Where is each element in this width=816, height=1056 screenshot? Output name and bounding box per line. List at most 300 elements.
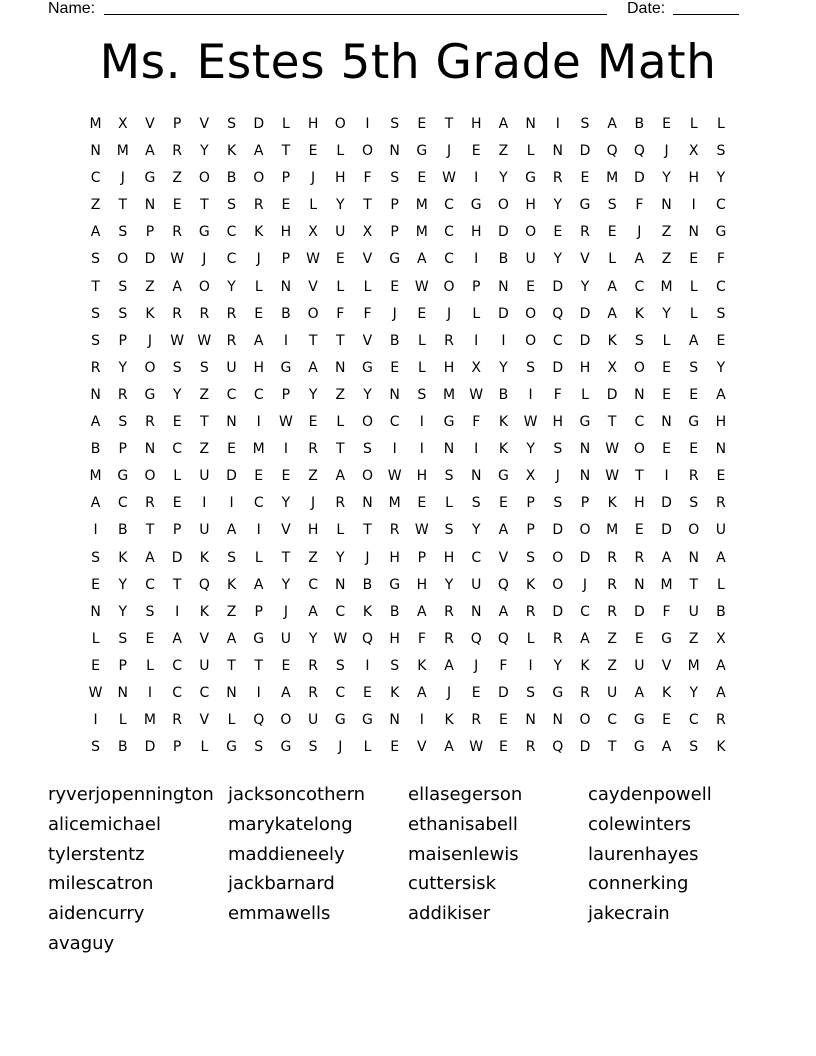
grid-letter[interactable]: D xyxy=(144,739,156,756)
grid-letter[interactable]: L xyxy=(336,278,345,295)
grid-letter[interactable]: Y xyxy=(200,143,209,160)
grid-letter[interactable]: T xyxy=(118,197,128,214)
grid-letter[interactable]: L xyxy=(689,116,698,132)
grid-letter[interactable]: J xyxy=(202,251,207,268)
grid-letter[interactable]: M xyxy=(606,170,619,187)
grid-letter[interactable]: Z xyxy=(90,197,101,214)
grid-letter[interactable]: R xyxy=(607,576,618,593)
grid-letter[interactable]: V xyxy=(580,251,590,268)
grid-letter[interactable]: E xyxy=(172,197,182,214)
grid-letter[interactable]: C xyxy=(444,224,454,241)
grid-letter[interactable]: S xyxy=(526,549,536,566)
grid-letter[interactable]: R xyxy=(580,224,590,241)
grid-letter[interactable]: C xyxy=(688,712,699,729)
grid-letter[interactable]: I xyxy=(392,441,397,458)
grid-letter[interactable]: G xyxy=(633,712,645,729)
grid-letter[interactable]: N xyxy=(226,414,237,431)
grid-letter[interactable]: R xyxy=(607,549,618,566)
grid-letter[interactable]: E xyxy=(634,630,644,647)
grid-letter[interactable]: D xyxy=(606,386,618,403)
grid-letter[interactable]: I xyxy=(664,468,669,485)
grid-letter[interactable]: S xyxy=(199,359,209,376)
grid-letter[interactable]: G xyxy=(715,224,727,241)
grid-letter[interactable]: D xyxy=(498,305,509,322)
grid-letter[interactable]: Y xyxy=(716,359,726,376)
grid-letter[interactable]: E xyxy=(91,576,101,593)
grid-letter[interactable]: Y xyxy=(308,630,318,647)
grid-letter[interactable]: O xyxy=(307,305,319,322)
grid-letter[interactable]: G xyxy=(443,414,455,431)
grid-letter[interactable]: N xyxy=(498,278,509,295)
grid-letter[interactable]: E xyxy=(526,278,536,295)
grid-letter[interactable]: A xyxy=(607,305,617,322)
grid-letter[interactable]: W xyxy=(442,170,456,187)
grid-letter[interactable]: J xyxy=(256,251,261,268)
grid-letter[interactable]: P xyxy=(281,170,291,187)
grid-letter[interactable]: L xyxy=(445,495,453,512)
grid-letter[interactable]: P xyxy=(172,739,182,756)
grid-letter[interactable]: C xyxy=(172,441,183,458)
grid-letter[interactable]: O xyxy=(633,441,645,458)
grid-letter[interactable]: Z xyxy=(607,657,617,674)
grid-letter[interactable]: I xyxy=(528,386,533,403)
grid-letter[interactable]: C xyxy=(471,549,482,566)
grid-letter[interactable]: M xyxy=(252,441,265,458)
grid-letter[interactable]: K xyxy=(226,143,237,160)
grid-letter[interactable]: R xyxy=(308,441,318,458)
grid-letter[interactable]: O xyxy=(361,468,373,485)
grid-letter[interactable]: S xyxy=(471,495,481,512)
grid-letter[interactable]: R xyxy=(145,495,155,512)
grid-letter[interactable]: K xyxy=(498,414,508,431)
grid-letter[interactable]: A xyxy=(661,549,672,566)
grid-letter[interactable]: K xyxy=(254,224,264,241)
grid-letter[interactable]: W xyxy=(306,251,321,268)
grid-letter[interactable]: K xyxy=(362,603,373,620)
grid-letter[interactable]: R xyxy=(199,305,210,322)
grid-letter[interactable]: S xyxy=(390,116,400,132)
grid-letter[interactable]: W xyxy=(414,278,429,295)
grid-letter[interactable]: N xyxy=(280,278,292,295)
grid-letter[interactable]: D xyxy=(579,305,591,322)
grid-letter[interactable]: B xyxy=(389,332,400,349)
grid-letter[interactable]: Y xyxy=(526,441,535,458)
grid-letter[interactable]: R xyxy=(172,224,183,241)
grid-letter[interactable]: Y xyxy=(227,278,236,295)
grid-letter[interactable]: I xyxy=(365,116,370,132)
grid-letter[interactable]: I xyxy=(256,522,261,539)
grid-letter[interactable]: U xyxy=(634,657,645,674)
grid-letter[interactable]: Y xyxy=(118,603,128,620)
grid-letter[interactable]: E xyxy=(390,278,400,295)
grid-letter[interactable]: L xyxy=(254,278,263,295)
grid-letter[interactable]: J xyxy=(637,224,642,241)
grid-letter[interactable]: V xyxy=(308,278,318,295)
grid-letter[interactable]: E xyxy=(662,359,671,376)
grid-letter[interactable]: Y xyxy=(662,305,671,322)
grid-letter[interactable]: L xyxy=(282,116,290,132)
grid-letter[interactable]: E xyxy=(254,305,264,322)
grid-letter[interactable]: P xyxy=(145,224,155,241)
grid-letter[interactable]: N xyxy=(661,414,672,431)
grid-letter[interactable]: N xyxy=(715,441,727,458)
grid-letter[interactable]: E xyxy=(662,386,671,403)
grid-letter[interactable]: R xyxy=(716,495,726,512)
grid-letter[interactable]: R xyxy=(389,522,400,539)
grid-letter[interactable]: V xyxy=(199,116,210,132)
grid-letter[interactable]: T xyxy=(607,739,617,756)
grid-letter[interactable]: S xyxy=(172,359,182,376)
grid-letter[interactable]: A xyxy=(335,468,346,485)
grid-letter[interactable]: Z xyxy=(308,468,318,485)
grid-letter[interactable]: Y xyxy=(308,386,318,403)
grid-letter[interactable]: W xyxy=(278,414,293,431)
grid-letter[interactable]: D xyxy=(661,522,672,539)
grid-letter[interactable]: N xyxy=(688,549,699,566)
grid-letter[interactable]: O xyxy=(117,251,129,268)
grid-letter[interactable]: B xyxy=(362,576,373,593)
grid-letter[interactable]: L xyxy=(227,712,236,729)
grid-letter[interactable]: H xyxy=(470,116,482,132)
grid-letter[interactable]: L xyxy=(91,630,100,647)
grid-letter[interactable]: F xyxy=(499,657,508,674)
grid-letter[interactable]: X xyxy=(471,359,482,376)
grid-letter[interactable]: E xyxy=(689,251,699,268)
grid-letter[interactable]: R xyxy=(172,143,183,160)
grid-letter[interactable]: V xyxy=(417,739,427,756)
grid-letter[interactable]: S xyxy=(553,441,563,458)
grid-letter[interactable]: U xyxy=(688,603,699,620)
grid-letter[interactable]: G xyxy=(253,630,265,647)
grid-letter[interactable]: E xyxy=(662,116,671,132)
grid-letter[interactable]: Y xyxy=(281,576,291,593)
grid-letter[interactable]: R xyxy=(117,386,128,403)
grid-letter[interactable]: W xyxy=(197,332,212,349)
grid-letter[interactable]: C xyxy=(335,603,346,620)
grid-letter[interactable]: U xyxy=(199,468,210,485)
grid-letter[interactable]: W xyxy=(387,468,402,485)
grid-letter[interactable]: K xyxy=(118,549,128,566)
grid-letter[interactable]: P xyxy=(580,495,590,512)
grid-letter[interactable]: K xyxy=(607,332,617,349)
grid-letter[interactable]: E xyxy=(689,386,699,403)
grid-letter[interactable]: Y xyxy=(336,549,345,566)
grid-letter[interactable]: F xyxy=(336,305,345,322)
grid-letter[interactable]: V xyxy=(199,630,210,647)
grid-letter[interactable]: P xyxy=(118,657,127,674)
grid-letter[interactable]: A xyxy=(308,603,318,620)
grid-letter[interactable]: S xyxy=(335,657,345,674)
grid-letter[interactable]: O xyxy=(144,359,156,376)
grid-letter[interactable]: D xyxy=(144,251,156,268)
grid-letter[interactable]: R xyxy=(172,305,183,322)
grid-letter[interactable]: H xyxy=(443,549,455,566)
grid-letter[interactable]: A xyxy=(661,739,672,756)
grid-letter[interactable]: G xyxy=(579,197,591,214)
grid-letter[interactable]: I xyxy=(229,495,234,512)
grid-letter[interactable]: C xyxy=(716,197,726,214)
grid-letter[interactable]: D xyxy=(253,116,265,132)
grid-letter[interactable]: C xyxy=(444,197,454,214)
grid-letter[interactable]: W xyxy=(469,386,484,403)
grid-letter[interactable]: F xyxy=(553,386,562,403)
grid-letter[interactable]: D xyxy=(552,522,564,539)
grid-letter[interactable]: G xyxy=(552,684,564,701)
grid-letter[interactable]: B xyxy=(226,170,237,187)
grid-letter[interactable]: P xyxy=(118,332,127,349)
grid-letter[interactable]: M xyxy=(660,576,673,593)
grid-letter[interactable]: W xyxy=(333,630,348,647)
grid-letter[interactable]: N xyxy=(90,143,101,160)
grid-letter[interactable]: K xyxy=(607,495,617,512)
grid-letter[interactable]: P xyxy=(254,603,263,620)
grid-letter[interactable]: L xyxy=(526,630,535,647)
grid-letter[interactable]: E xyxy=(662,441,671,458)
grid-letter[interactable]: E xyxy=(716,332,726,349)
grid-letter[interactable]: O xyxy=(144,468,156,485)
grid-letter[interactable]: K xyxy=(498,441,508,458)
grid-letter[interactable]: E xyxy=(91,657,101,674)
grid-letter[interactable]: Y xyxy=(118,359,128,376)
grid-letter[interactable]: O xyxy=(552,549,564,566)
grid-letter[interactable]: N xyxy=(688,224,699,241)
grid-letter[interactable]: I xyxy=(528,657,533,674)
grid-letter[interactable]: H xyxy=(280,224,292,241)
grid-letter[interactable]: V xyxy=(661,657,672,674)
grid-letter[interactable]: R xyxy=(525,603,536,620)
grid-letter[interactable]: Z xyxy=(199,441,210,458)
grid-letter[interactable]: C xyxy=(716,278,726,295)
grid-letter[interactable]: N xyxy=(389,386,400,403)
grid-letter[interactable]: L xyxy=(118,712,127,729)
grid-letter[interactable]: U xyxy=(335,224,346,241)
grid-letter[interactable]: S xyxy=(254,739,264,756)
grid-letter[interactable]: K xyxy=(716,739,726,756)
grid-letter[interactable]: L xyxy=(581,386,589,403)
grid-letter[interactable]: I xyxy=(256,414,261,431)
grid-letter[interactable]: B xyxy=(117,739,128,756)
grid-letter[interactable]: Z xyxy=(145,278,155,295)
grid-letter[interactable]: S xyxy=(607,197,617,214)
grid-letter[interactable]: O xyxy=(443,278,455,295)
grid-letter[interactable]: A xyxy=(281,684,291,701)
grid-letter[interactable]: G xyxy=(579,414,591,431)
grid-letter[interactable]: Q xyxy=(470,630,482,647)
grid-letter[interactable]: V xyxy=(498,549,509,566)
grid-letter[interactable]: A xyxy=(444,739,454,756)
grid-letter[interactable]: O xyxy=(361,414,373,431)
grid-letter[interactable]: O xyxy=(525,224,537,241)
grid-letter[interactable]: S xyxy=(91,332,101,349)
grid-letter[interactable]: Q xyxy=(606,143,618,160)
grid-letter[interactable]: C xyxy=(117,495,128,512)
grid-letter[interactable]: E xyxy=(281,468,291,485)
grid-letter[interactable]: K xyxy=(390,684,400,701)
grid-letter[interactable]: J xyxy=(311,170,316,187)
grid-letter[interactable]: H xyxy=(579,359,591,376)
grid-letter[interactable]: P xyxy=(471,278,481,295)
grid-letter[interactable]: U xyxy=(199,522,210,539)
grid-letter[interactable]: I xyxy=(419,712,424,729)
grid-letter[interactable]: S xyxy=(118,414,128,431)
grid-letter[interactable]: S xyxy=(227,197,236,214)
grid-letter[interactable]: H xyxy=(715,414,727,431)
grid-letter[interactable]: R xyxy=(688,468,699,485)
grid-letter[interactable]: L xyxy=(417,359,426,376)
grid-letter[interactable]: A xyxy=(145,143,155,160)
grid-letter[interactable]: A xyxy=(253,143,264,160)
grid-letter[interactable]: P xyxy=(390,197,399,214)
grid-letter[interactable]: Y xyxy=(689,684,698,701)
grid-letter[interactable]: N xyxy=(362,495,373,512)
grid-letter[interactable]: R xyxy=(253,197,264,214)
grid-letter[interactable]: A xyxy=(498,116,509,132)
grid-letter[interactable]: S xyxy=(444,522,454,539)
grid-letter[interactable]: X xyxy=(362,224,373,241)
grid-letter[interactable]: A xyxy=(607,116,617,132)
grid-letter[interactable]: R xyxy=(308,684,318,701)
grid-letter[interactable]: F xyxy=(472,414,481,431)
grid-letter[interactable]: K xyxy=(661,684,672,701)
grid-letter[interactable]: K xyxy=(444,712,454,729)
grid-letter[interactable]: E xyxy=(390,739,400,756)
grid-letter[interactable]: A xyxy=(226,522,237,539)
grid-letter[interactable]: Q xyxy=(552,739,564,756)
grid-letter[interactable]: Z xyxy=(607,630,617,647)
grid-letter[interactable]: U xyxy=(525,251,536,268)
grid-letter[interactable]: N xyxy=(90,603,101,620)
grid-letter[interactable]: Z xyxy=(226,603,237,620)
grid-letter[interactable]: N xyxy=(226,684,237,701)
grid-letter[interactable]: I xyxy=(283,441,288,458)
grid-letter[interactable]: O xyxy=(525,332,537,349)
grid-letter[interactable]: D xyxy=(633,603,645,620)
grid-letter[interactable]: V xyxy=(362,251,373,268)
grid-letter[interactable]: R xyxy=(552,630,563,647)
grid-letter[interactable]: B xyxy=(716,603,726,620)
grid-letter[interactable]: S xyxy=(308,739,318,756)
grid-letter[interactable]: E xyxy=(553,224,563,241)
grid-letter[interactable]: C xyxy=(308,576,318,593)
grid-letter[interactable]: O xyxy=(198,278,210,295)
grid-letter[interactable]: Q xyxy=(253,712,265,729)
grid-letter[interactable]: S xyxy=(689,739,699,756)
grid-letter[interactable]: L xyxy=(309,197,317,214)
grid-letter[interactable]: G xyxy=(389,251,401,268)
grid-letter[interactable]: I xyxy=(283,332,288,349)
grid-letter[interactable]: D xyxy=(633,170,645,187)
grid-letter[interactable]: O xyxy=(579,522,591,539)
grid-letter[interactable]: J xyxy=(283,603,288,620)
grid-letter[interactable]: E xyxy=(580,170,590,187)
grid-letter[interactable]: H xyxy=(307,522,319,539)
grid-letter[interactable]: A xyxy=(145,549,155,566)
grid-letter[interactable]: S xyxy=(716,305,726,322)
grid-letter[interactable]: A xyxy=(634,251,645,268)
grid-letter[interactable]: C xyxy=(226,224,237,241)
grid-letter[interactable]: J xyxy=(555,468,560,485)
grid-letter[interactable]: I xyxy=(501,332,506,349)
grid-letter[interactable]: L xyxy=(689,305,698,322)
grid-letter[interactable]: M xyxy=(116,143,129,160)
grid-letter[interactable]: C xyxy=(444,251,454,268)
grid-letter[interactable]: X xyxy=(688,143,699,160)
grid-letter[interactable]: R xyxy=(226,332,237,349)
grid-letter[interactable]: S xyxy=(118,305,128,322)
grid-letter[interactable]: G xyxy=(525,170,537,187)
grid-letter[interactable]: D xyxy=(498,224,509,241)
grid-letter[interactable]: N xyxy=(389,143,400,160)
grid-letter[interactable]: S xyxy=(227,549,236,566)
grid-letter[interactable]: S xyxy=(526,684,536,701)
grid-letter[interactable]: E xyxy=(417,170,427,187)
grid-letter[interactable]: S xyxy=(417,386,427,403)
grid-letter[interactable]: F xyxy=(363,170,372,187)
grid-letter[interactable]: D xyxy=(579,549,591,566)
grid-letter[interactable]: Y xyxy=(499,170,508,187)
grid-letter[interactable]: I xyxy=(175,603,180,620)
grid-letter[interactable]: O xyxy=(688,522,700,539)
grid-letter[interactable]: I xyxy=(474,251,479,268)
grid-letter[interactable]: T xyxy=(281,143,291,160)
grid-letter[interactable]: U xyxy=(471,576,482,593)
grid-letter[interactable]: F xyxy=(716,251,725,268)
grid-letter[interactable]: S xyxy=(91,305,101,322)
grid-letter[interactable]: F xyxy=(417,630,426,647)
grid-letter[interactable]: K xyxy=(145,305,155,322)
grid-letter[interactable]: A xyxy=(688,332,699,349)
grid-letter[interactable]: O xyxy=(497,197,509,214)
grid-letter[interactable]: E xyxy=(471,684,481,701)
grid-letter[interactable]: M xyxy=(606,522,619,539)
grid-letter[interactable]: I xyxy=(202,495,207,512)
grid-letter[interactable]: H xyxy=(307,116,319,132)
grid-letter[interactable]: T xyxy=(91,278,100,295)
grid-letter[interactable]: R xyxy=(90,359,101,376)
grid-letter[interactable]: A xyxy=(253,332,264,349)
grid-letter[interactable]: W xyxy=(414,522,429,539)
grid-letter[interactable]: L xyxy=(526,143,535,160)
grid-letter[interactable]: K xyxy=(226,576,237,593)
grid-letter[interactable]: W xyxy=(523,414,538,431)
grid-letter[interactable]: W xyxy=(469,739,484,756)
grid-letter[interactable]: C xyxy=(145,576,155,593)
grid-letter[interactable]: P xyxy=(281,251,291,268)
grid-letter[interactable]: A xyxy=(498,603,509,620)
grid-letter[interactable]: C xyxy=(634,278,645,295)
grid-letter[interactable]: K xyxy=(199,549,209,566)
grid-letter[interactable]: I xyxy=(691,197,696,214)
grid-letter[interactable]: L xyxy=(363,278,372,295)
grid-letter[interactable]: G xyxy=(661,630,672,647)
grid-letter[interactable]: S xyxy=(118,224,128,241)
grid-letter[interactable]: R xyxy=(335,495,346,512)
grid-letter[interactable]: C xyxy=(389,414,400,431)
grid-letter[interactable]: J xyxy=(120,170,125,187)
grid-letter[interactable]: D xyxy=(498,684,509,701)
grid-letter[interactable]: M xyxy=(415,224,428,241)
grid-letter[interactable]: S xyxy=(526,359,536,376)
grid-letter[interactable]: N xyxy=(525,116,536,132)
grid-letter[interactable]: C xyxy=(552,332,563,349)
grid-letter[interactable]: L xyxy=(146,657,154,674)
grid-letter[interactable]: O xyxy=(552,576,564,593)
grid-letter[interactable]: J xyxy=(446,684,452,701)
grid-letter[interactable]: H xyxy=(443,359,455,376)
grid-letter[interactable]: N xyxy=(552,712,564,729)
grid-letter[interactable]: H xyxy=(688,170,699,187)
grid-letter[interactable]: Z xyxy=(199,386,210,403)
